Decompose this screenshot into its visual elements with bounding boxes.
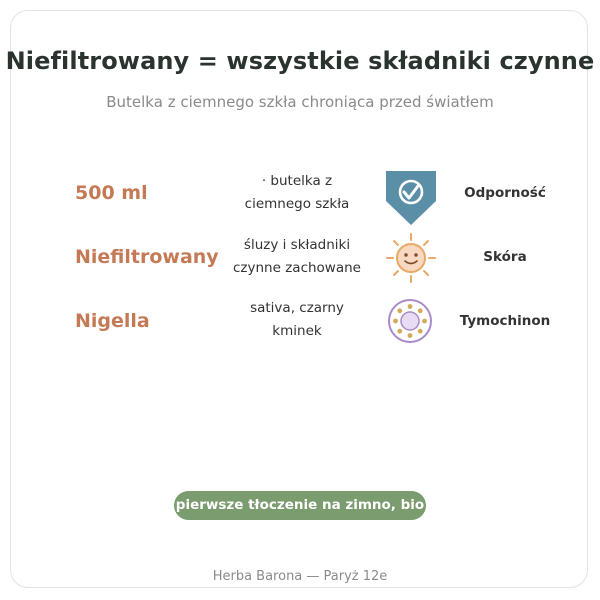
row-label-type: Niefiltrowany — [75, 246, 219, 268]
smiling-sun-icon — [385, 232, 437, 284]
processing-badge: pierwsze tłoczenie na zimno, bio — [174, 491, 426, 520]
row-description — [222, 234, 372, 280]
benefit-label: Odporność — [464, 185, 546, 201]
shield-check-icon — [382, 167, 440, 229]
row-description-line: ciemnego szkła — [244, 196, 350, 212]
page-title: Niefiltrowany = wszystkie składniki czynne — [5, 47, 595, 75]
row-description-line: · butelka z — [261, 173, 333, 189]
cell-molecule-icon — [386, 297, 434, 345]
row-description-line: sativa, czarny — [250, 300, 344, 316]
row-description — [222, 297, 372, 343]
page-subtitle: Butelka z ciemnego szkła chroniąca przed światłem — [106, 93, 494, 111]
benefit-label: Skóra — [483, 249, 527, 265]
footer-brand: Herba Barona — Paryż 12e — [212, 569, 388, 584]
benefit-label: Tymochinon — [459, 313, 551, 329]
row-label-plant: Nigella — [75, 310, 150, 332]
row-description-line: kminek — [272, 323, 322, 339]
row-description-line: śluzy i składniki — [243, 237, 351, 253]
row-description — [222, 170, 372, 216]
row-description-line: czynne zachowane — [233, 260, 361, 276]
row-label-volume: 500 ml — [75, 182, 148, 204]
